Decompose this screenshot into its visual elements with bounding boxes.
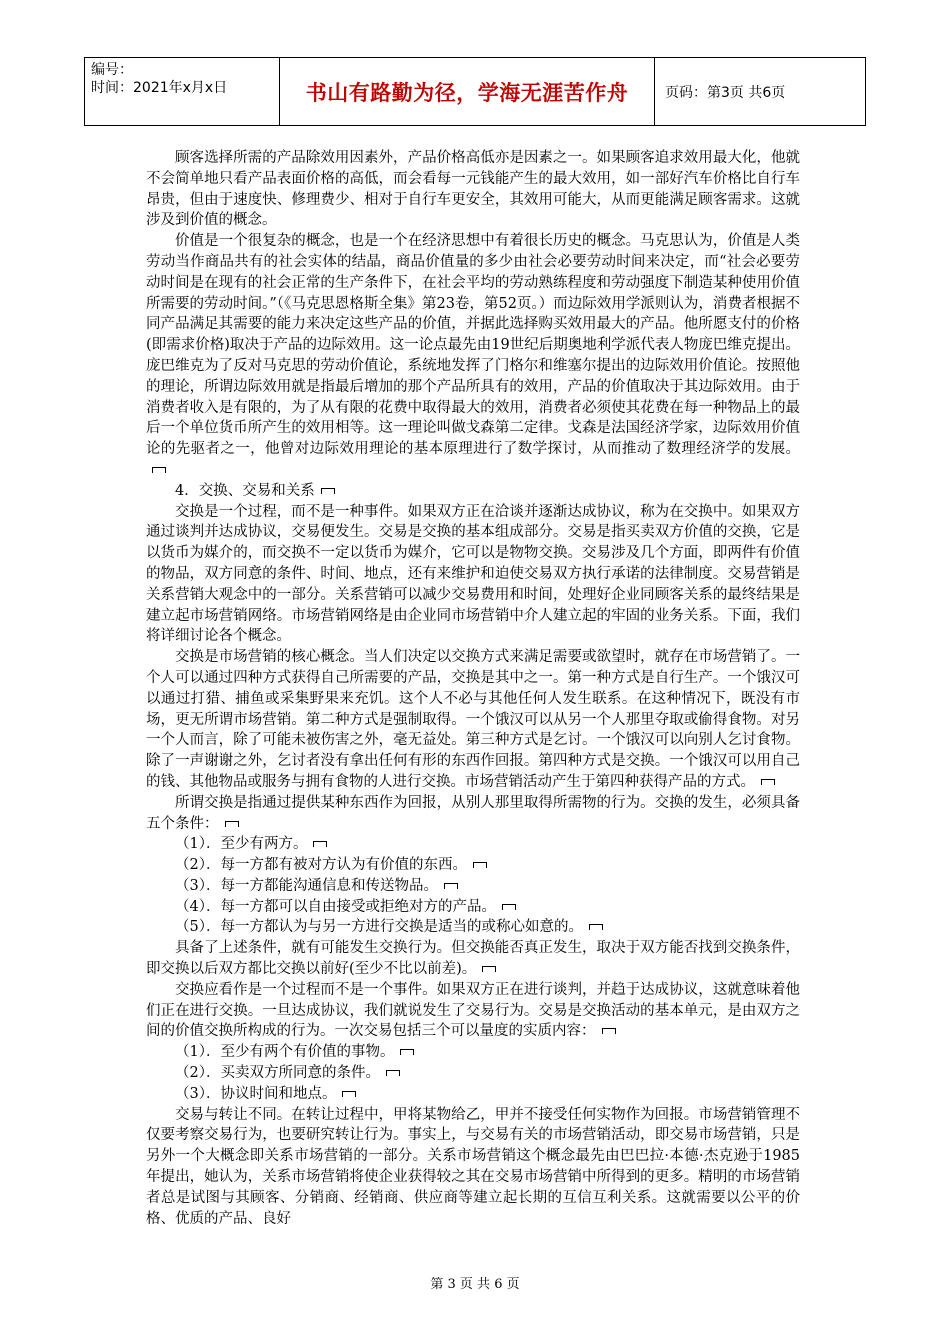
header-motto: 书山有路勤为径，学海无涯苦作舟 [280, 58, 655, 126]
number-label: 编号： [91, 62, 133, 78]
document-body [146, 148, 800, 1229]
paragraph-mark-icon [473, 862, 487, 868]
list-item: （1）．至少有两方。 [146, 834, 800, 855]
paragraph: 交换应看作是一个过程而不是一个事件。如果双方正在进行谈判，并趋于达成协议，这就意味着他们正在进行交换。一旦达成协议，我们就说发生了交易行为。交易是交换活动的基本单元，是由双方之间的价值交换所构成的行为。一次交易包括三个可以量度的实质内容： [146, 981, 800, 1040]
paragraph-mark-icon [589, 924, 603, 930]
paragraph-mark-icon [313, 841, 327, 847]
paragraph-mark-icon [321, 488, 335, 494]
paragraph: 价值是一个很复杂的概念，也是一个在经济思想中有着很长历史的概念。马克思认为，价值是人类劳动当作商品共有的社会实体的结晶，商品价值量的多少由社会必要劳动时间来决定，而“社会必要劳动时间是在现有的社会正常的生产条件下，在社会平均的劳动熟练程度和劳动强度下制造某种使用价值所需要的劳动时间。”（《马克思恩格斯全集》第23卷，第52页。）而边际效用学派则认为，消费者根据不同产品满足其需要的能力来决定这些产品的价值，并据此选择购买效用最大的产品。他所愿支付的价格(即需求价格)取决于产品的边际效用。这一论点最先由19世纪后期奥地利学派代表人物庞巴维克提出。庞巴维克为了反对马克思的劳动价值论，系统地发挥了门格尔和维塞尔提出的边际效用价值论。按照他的理论，所谓边际效用就是指最后增加的那个产品所具有的效用，产品的价值取决于其边际效用。由于消费者收入是有限的，为了从有限的花费中取得最大的效用，消费者必须使其花费在每一种物品上的最后一个单位货币所产生的效用相等。这一理论叫做戈森第二定律。戈森是法国经济学家，边际效用价值论的先驱者之一，他曾对边际效用理论的基本原理进行了数学探讨，从而推动了数理经济学的发展。 [146, 231, 800, 481]
paragraph: 交换是一个过程，而不是一种事件。如果双方正在洽谈并逐渐达成协议，称为在交换中。如果双方通过谈判并达成协议，交易便发生。交易是交换的基本组成部分。交易是指买卖双方价值的交换，它是以货币为媒介的，而交换不一定以货币为媒介，它可以是物物交换。交易涉及几个方面，即两件有价值的物品，双方同意的条件、时间、地点，还有来维护和迫使交易双方执行承诺的法律制度。交易营销是关系营销大观念中的一部分。关系营销可以减少交易费用和时间，处理好企业同顾客关系的最终结果是建立起市场营销网络。市场营销网络是由企业同市场营销中介人建立起的牢固的业务关系。下面，我们将详细讨论各个概念。 [146, 503, 800, 645]
header-table [84, 57, 866, 126]
header-meta-cell [85, 58, 280, 126]
paragraph-mark-icon [761, 779, 775, 785]
paragraph: 所谓交换是指通过提供某种东西作为回报，从别人那里取得所需物的行为。交换的发生，必须具备五个条件： [146, 794, 800, 832]
page-footer: 第 3 页 共 6 页 [430, 1277, 520, 1292]
list-item: （2）．每一方都有被对方认为有价值的东西。 [146, 855, 800, 876]
list-item: （3）．每一方都能沟通信息和传送物品。 [146, 876, 800, 897]
list-item: （3）．协议时间和地点。 [146, 1084, 800, 1105]
list-item: （2）．买卖双方所同意的条件。 [146, 1063, 800, 1084]
time-label: 时间：2021年x月x日 [91, 80, 228, 96]
section-heading: 4．交换、交易和关系 [146, 481, 800, 502]
paragraph-mark-icon [602, 1028, 616, 1034]
list-item: （5）．每一方都认为与另一方进行交换是适当的或称心如意的。 [146, 917, 800, 938]
paragraph-mark-icon [400, 1049, 414, 1055]
header-page-info: 页码：第3页 共6页 [655, 58, 866, 126]
paragraph-mark-icon [225, 821, 239, 827]
paragraph-mark-icon [502, 904, 516, 910]
paragraph: 具备了上述条件，就有可能发生交换行为。但交换能否真正发生，取决于双方能否找到交换条件，即交换以后双方都比交换以前好(至少不比以前差)。 [146, 940, 800, 978]
list-item: （4）．每一方都可以自由接受或拒绝对方的产品。 [146, 897, 800, 918]
paragraph: 交易与转让不同。在转让过程中，甲将某物给乙，甲并不接受任何实物作为回报。市场营销管理不仅要考察交易行为，也要研究转让行为。事实上，与交易有关的市场营销活动，即交易市场营销，只是另外一个大概念即关系市场营销的一部分。关系市场营销这个概念最先由巴巴拉·本德·杰克逊于1985年提出，她认为，关系市场营销将使企业获得较之其在交易市场营销中所得到的更多。精明的市场营销者总是试图与其顾客、分销商、经销商、供应商等建立起长期的互信互利关系。这就需要以公平的价格、优质的产品、良好 [146, 1106, 800, 1227]
paragraph-mark-icon [482, 966, 496, 972]
paragraph-mark-icon [152, 467, 166, 473]
paragraph-mark-icon [444, 883, 458, 889]
paragraph: 交换是市场营销的核心概念。当人们决定以交换方式来满足需要或欲望时，就存在市场营销了。一个人可以通过四种方式获得自己所需要的产品，交换是其中之一。第一种方式是自行生产。一个饿汉可以通过打猎、捕鱼或采集野果来充饥。这个人不必与其他任何人发生联系。在这种情况下，既没有市场，更无所谓市场营销。第二种方式是强制取得。一个饿汉可以从另一个人那里夺取或偷得食物。对另一个人而言，除了可能未被伤害之外，毫无益处。第三种方式是乞讨。一个饿汉可以向别人乞讨食物。除了一声谢谢之外，乞讨者没有拿出任何有形的东西作回报。第四种方式是交换。一个饿汉可以用自己的钱、其他物品或服务与拥有食物的人进行交换。市场营销活动产生于第四种获得产品的方式。 [146, 649, 800, 790]
paragraph: 顾客选择所需的产品除效用因素外，产品价格高低亦是因素之一。如果顾客追求效用最大化，他就不会简单地只看产品表面价格的高低，而会看每一元钱能产生的最大效用，如一部好汽车价格比自行车昂贵，但由于速度快、修理费少、相对于自行车更安全，其效用可能大，从而更能满足顾客需求。这就涉及到价值的概念。 [146, 150, 800, 229]
paragraph-mark-icon [386, 1070, 400, 1076]
list-item: （1）．至少有两个有价值的事物。 [146, 1042, 800, 1063]
paragraph-mark-icon [342, 1091, 356, 1097]
